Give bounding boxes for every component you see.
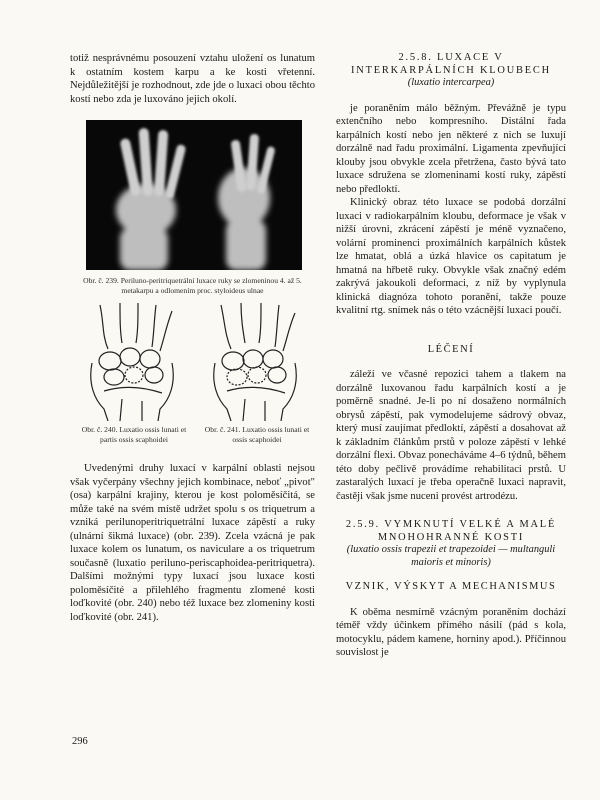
- spacer: [336, 594, 566, 606]
- figure-drawings: [80, 303, 311, 444]
- spacer: [336, 356, 566, 368]
- xray-image-fig-239: [86, 120, 302, 270]
- paragraph-top: totiž nesprávnému posouzení vztahu uložení os lunatum k ostatním kostem karpu a ke kosti vřetenní. Nejdůležitější je rozhodnout, zde jde o luxaci obou těchto kostí nebo zda je luxováno jejich okolí.: [70, 53, 315, 105]
- left-column: [70, 52, 315, 624]
- wrist-drawing-icon: [80, 303, 184, 421]
- heading-treatment: LÉČENÍ: [427, 343, 475, 355]
- figure-239-caption: Obr. č. 239. Periluno-peritriquetrální luxace ruky se zlomeninou 4. až 5. metakarpu a odlomením proc. styloideus ulnae: [83, 276, 302, 295]
- wrist-drawing-icon: [203, 303, 307, 421]
- heading-mechanism: VZNIK, VÝSKYT A MECHANISMUS: [345, 581, 557, 592]
- paragraph-2: Klinický obraz této luxace se podobá dorzální luxaci v radiokarpálním kloubu, deformace je však v nižší úrovni, zkrácení zápěstí je méně vyznačeno, volární prominenci proximálních karpálních kůstek lze hmatat, oblá a úzká hlavice os capitatum je hmatná na hřbetě ruky. Obvykle však značný edém zakrývá jakoukoli deformaci, z níž by vyplynula klinická diagnóza tohoto poranění, takže pouze kvalitní rtg. snímek nás o této vzácnější luxaci poučí.: [336, 197, 566, 316]
- latin-subtitle-1: (luxatio intercarpea): [407, 77, 495, 88]
- paragraph-bottom: Uvedenými druhy luxací v karpální oblasti nejsou však vyčerpány všechny jejich kombinace, neboť „pivot" (osa) karpální krajiny, kterou je kost poloměsíčitá, se může také na svém místě udržet spolu s os triquetrum a vzniká perilunoperitriquetrální luxace zápěstí a ruky (ulnární šikmá luxace) (obr. 239). Zcela vzácná je pak luxace kolem os lunatum, os naviculare a os triquetrum současně (luxatio periluno-periscaphoidea-peritriquetra). Dalšími možnými typy luxací jsou luxace kosti poloměsíčité a přilehlého fragmentu zlomené kosti loďkovité (obr. 240) nebo též luxace bez zlomeniny kosti loďkovité (obr. 241).: [70, 463, 315, 623]
- spacer: [336, 318, 566, 344]
- figure-240: [80, 303, 188, 444]
- paragraph-1: je poraněním málo běžným. Převážně je typu extenčního nebo kompresního. Distální řada karpálních kostí nebo jen některé z nich se luxují dorzálně nad řadu proximální. Ligamenta zpevňující klouby jsou obvykle zcela přetržena, často bývá tato luxace sdružena se zlomeninami kostí ruky, zápěstí nebo předloktí.: [336, 102, 566, 195]
- xray-hand-icon: [86, 120, 302, 270]
- figure-241-caption: Obr. č. 241. Luxatio ossis lunati et ossis scaphoidei: [204, 425, 310, 444]
- page-number: 296: [72, 736, 88, 747]
- section-heading-2-5-8: 2.5.8. LUXACE V INTERKARPÁLNÍCH KLOUBECH: [351, 52, 551, 76]
- paragraph-4: K oběma nesmírně vzácným poraněním dochází téměř vždy účinkem přímého násilí (pád s kola, motocyklu, pádem kamene, horniny apod.). Příčinnou souvislost je: [336, 606, 566, 658]
- spacer: [70, 444, 315, 462]
- paragraph-3: záleží ve včasné repozici tahem a tlakem na dorzálně luxovanou řadu karpálních kostí a je poměrně snadné. Je-li po ní dosaženo normálních obrysů zápěstí, pak vymodelujeme sádrový obvaz, který musí zaujímat předloktí, zápěstí a dosahovat až k základním článkům prstů v poloze zápěstí v lehké dorzální flexi. Obvaz ponecháváme 4–6 týdnů, během této doby pečlivě provádíme rehabilitaci prstů. U zastaralých luxací je třeba operačně luxaci napravit, častěji však jsme nuceni provést artrodézu.: [336, 369, 566, 502]
- section-heading-2-5-9: 2.5.9. VYMKNUTÍ VELKÉ A MALÉ MNOHOHRANNÉ KOSTI: [345, 519, 557, 543]
- figure-241: [203, 303, 311, 444]
- latin-subtitle-2: (luxatio ossis trapezii et trapezoidei — multanguli maioris et minoris): [346, 544, 556, 568]
- right-column: [336, 52, 566, 660]
- spacer: [336, 503, 566, 519]
- figure-240-caption: Obr. č. 240. Luxatio ossis lunati et partis ossis scaphoidei: [81, 425, 187, 444]
